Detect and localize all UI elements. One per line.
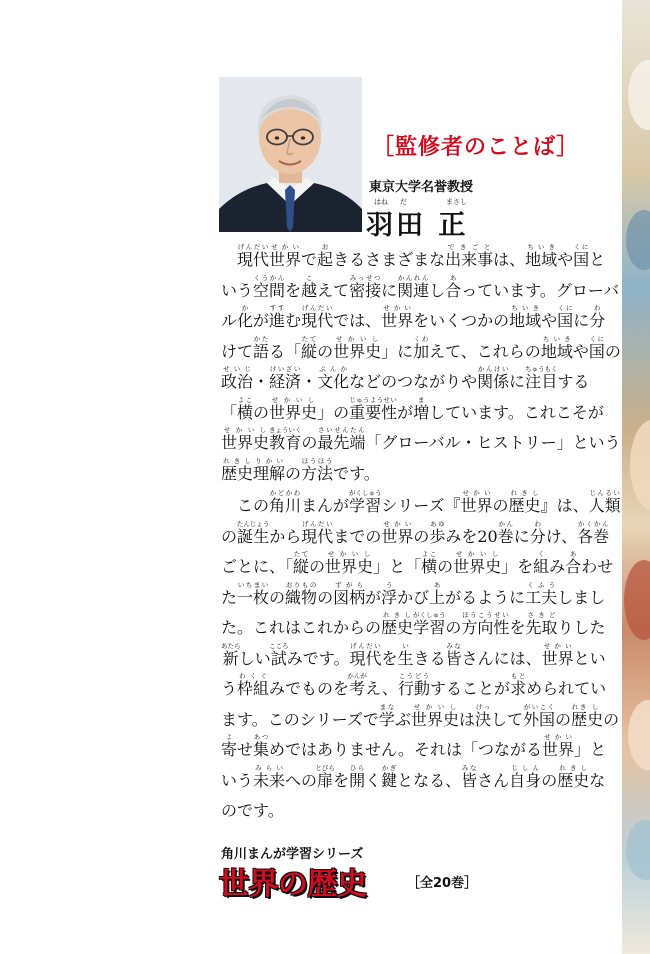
series-label: 角川まんが学習シリーズ xyxy=(221,847,364,862)
name-ruby-2: だ xyxy=(400,198,407,206)
ruby-word: 重要性じゅうようせい xyxy=(349,395,398,422)
ruby-word: 世界史せかいし xyxy=(325,550,374,576)
ruby-word: 角川かどかわ xyxy=(269,489,302,515)
ruby-word: 世界史せかいし xyxy=(333,334,382,361)
ruby-word: 浮う xyxy=(381,580,398,607)
ruby-word: 空間くうかん xyxy=(253,273,286,300)
ruby-word: 史し xyxy=(587,702,604,729)
ruby-word: 類るい xyxy=(604,489,621,515)
ruby-word: 越こ xyxy=(301,273,318,300)
ruby-word: 歴史れきし xyxy=(508,489,541,515)
ruby-word: 横よこ xyxy=(237,395,254,422)
ruby-word: 自身じしん xyxy=(509,763,542,790)
ruby-word: 工夫くふう xyxy=(525,580,558,607)
ruby-word: 横よこ xyxy=(421,550,438,576)
ruby-word: 関連かんれん xyxy=(397,273,430,300)
ruby-word: 歴史れきし xyxy=(221,456,254,483)
ruby-word: 学習がくしゅう xyxy=(348,489,382,515)
ruby-word: 考かんが xyxy=(347,672,367,698)
ruby-word: 増ま xyxy=(413,395,430,422)
ruby-word: 皆みな xyxy=(461,763,478,790)
ruby-word: 合あ xyxy=(565,550,582,576)
ruby-word: 世界せかい xyxy=(269,243,302,269)
ruby-word: 人じん xyxy=(588,489,605,515)
ruby-word: 上あ xyxy=(429,580,446,607)
ruby-word: 世界せかい xyxy=(541,641,574,668)
series-volume-count: ［全20巻］ xyxy=(407,876,478,891)
ruby-word: 世界せかい xyxy=(460,489,493,515)
name-ruby-3: まさし xyxy=(446,198,467,206)
ruby-word: 未来みらい xyxy=(253,763,286,790)
ruby-word: 歩あゆ xyxy=(429,519,446,546)
body-paragraph: 現代げんだい世界せかいで起おきるさまざまな出来事できごとは、地域ちいきや国くにという空間くうかんを越こえて密接みっせつに関連かんれんし合あっています。グローバル化かが進すすむ現代げんだいでは、世界せかいをいくつかの地域ちいきや国くにに分わけて語かたる「縦たての世界史せかいし」に加くわえて、これらの地域ちいきや国くにの政治せいじ・経済けいざい・文化ぶんかなどのつながりや関係かんけいに注目ちゅうもくする「横よこの世界史せかいし」の重要性じゅうようせいが増ましています。これこそが世界史せかいし教育きょういくの最先端さいせんたん「グローバル・ヒストリー」という歴史れきし理解りかいの方法ほうほうです。 xyxy=(221,243,621,483)
ruby-word: 生い xyxy=(397,641,414,668)
ruby-word: 起お xyxy=(317,243,334,269)
ruby-word: 誕生たんじょう xyxy=(236,519,270,546)
ruby-word: 一枚いちまい xyxy=(237,580,270,607)
ruby-word: 関係かんけい xyxy=(477,365,510,391)
supervisor-affiliation: 東京大学名誉教授 xyxy=(369,180,474,195)
ruby-word: 現代げんだい xyxy=(301,304,334,330)
ruby-word: 世界せかい xyxy=(381,519,414,546)
ruby-word: 文化ぶんか xyxy=(317,365,350,391)
ruby-word: 密接みっせつ xyxy=(349,273,382,300)
ruby-word: 方向性ほうこうせい xyxy=(461,611,510,637)
ruby-word: 巻かん xyxy=(593,519,610,546)
ruby-word: 求もと xyxy=(510,672,527,698)
ruby-word: 進すす xyxy=(269,304,286,330)
ruby-word: 組く xyxy=(533,550,550,576)
ruby-word: 注目ちゅうもく xyxy=(525,365,558,391)
ruby-word: 現代げんだい xyxy=(237,243,270,269)
ruby-word: 世界史せかいし xyxy=(453,550,502,576)
ruby-word: 分わ xyxy=(529,519,546,546)
ruby-word: 分わ xyxy=(589,304,606,330)
ruby-word: 出来事できごと xyxy=(445,243,494,269)
ruby-word: 歴れき xyxy=(571,702,588,729)
supervisor-message-body xyxy=(221,243,621,827)
ruby-word: 国くに xyxy=(557,304,574,330)
ruby-word: 現代げんだい xyxy=(349,641,382,668)
supervisor-photo xyxy=(219,77,362,232)
ruby-word: 世界史せかいし xyxy=(269,395,318,422)
ruby-word: 織物おりもの xyxy=(285,580,318,607)
ruby-word: 語かた xyxy=(253,334,270,361)
ruby-word: 鍵かぎ xyxy=(381,763,398,790)
manga-illustration-strip xyxy=(622,0,650,954)
section-heading: ［監修者のことば］ xyxy=(372,134,580,160)
ruby-word: 世界せかい xyxy=(542,733,575,759)
supervisor-portrait-image xyxy=(219,77,362,232)
ruby-word: 枠組わくぐ xyxy=(237,672,270,698)
name-ruby-1: はね xyxy=(374,198,388,206)
ruby-word: 歴史れきし xyxy=(381,611,414,637)
ruby-word: 最先端さいせんたん xyxy=(317,426,366,452)
ruby-word: 縦たて xyxy=(293,550,310,576)
ruby-word: 地域ちいき xyxy=(525,243,558,269)
ruby-word: 経済けいざい xyxy=(269,365,302,391)
ruby-word: 加くわ xyxy=(413,334,430,361)
ruby-word: 理解りかい xyxy=(253,456,286,483)
ruby-word: 地域ちいき xyxy=(540,334,573,361)
ruby-word: 合あ xyxy=(445,273,462,300)
ruby-word: 集あつ xyxy=(253,733,270,759)
ruby-word: 決けっ xyxy=(474,702,491,729)
series-title-logo: 世界の歴史 xyxy=(219,867,367,902)
ruby-word: 扉とびら xyxy=(315,763,335,790)
ruby-word: 世界せかい xyxy=(381,304,414,330)
ruby-word: 世界史せかいし xyxy=(410,702,459,729)
ruby-word: 方法ほうほう xyxy=(301,456,334,483)
ruby-word: 図柄ずがら xyxy=(333,580,366,607)
ruby-word: 政治せいじ xyxy=(221,365,254,391)
body-paragraph: この角川かどかわまんが学習がくしゅうシリーズ『世界せかいの歴史れきし』は、人じん類るいの誕生たんじょうから現代げんだいまでの世界せかいの歩あゆみを20巻かんに分わけ、各かく巻かんごとに、「縦たての世界史せかいし」と「横よこの世界史せかいし」を組くみ合あわせた一枚いちまいの織物おりものの図柄ずがらが浮うかび上あがるように工夫くふうしました。これはこれからの歴史れきし学習がくしゅうの方向性ほうこうせいを先取さきどりした新あたらしい試こころみです。現代げんだいを生いきる皆みなさんには、世界せかいという枠組わくぐみでものを考かんがえ、行動こうどうすることが求もとめられています。このシリーズで学まなぶ世界史せかいしは決けっして外国がいこくの歴れき史しの寄よせ集あつめではありません。それは「つながる世界せかい」という未来みらいへの扉とびらを開ひらく鍵かぎとなる、皆みなさん自身じしんの歴史れきしなのです。 xyxy=(221,489,621,820)
ruby-word: 皆みな xyxy=(445,641,462,668)
ruby-word: 新あたら xyxy=(221,641,241,668)
ruby-word: 巻かん xyxy=(497,519,514,546)
ruby-word: 学習がくしゅう xyxy=(413,611,446,637)
ruby-word: 各かく xyxy=(577,519,594,546)
ruby-word: 現代げんだい xyxy=(301,519,334,546)
ruby-word: 先取さきど xyxy=(525,611,558,637)
ruby-word: 教育きょういく xyxy=(269,426,302,452)
ruby-word: 国くに xyxy=(573,243,590,269)
ruby-word: 国くに xyxy=(588,334,605,361)
supervisor-name: 羽田 正 xyxy=(366,210,469,241)
ruby-word: 学まな xyxy=(378,702,395,729)
ruby-word: 外国がいこく xyxy=(523,702,556,729)
ruby-word: 地域ちいき xyxy=(509,304,542,330)
ruby-word: 縦たて xyxy=(301,334,318,361)
ruby-word: 歴史れきし xyxy=(557,763,590,790)
ruby-word: 寄よ xyxy=(221,733,238,759)
ruby-word: 行動こうどう xyxy=(398,672,431,698)
ruby-word: 化か xyxy=(237,304,254,330)
ruby-word: 試こころ xyxy=(269,641,289,668)
ruby-word: 開ひら xyxy=(349,763,366,790)
ruby-word: 世界史せかいし xyxy=(221,426,270,452)
